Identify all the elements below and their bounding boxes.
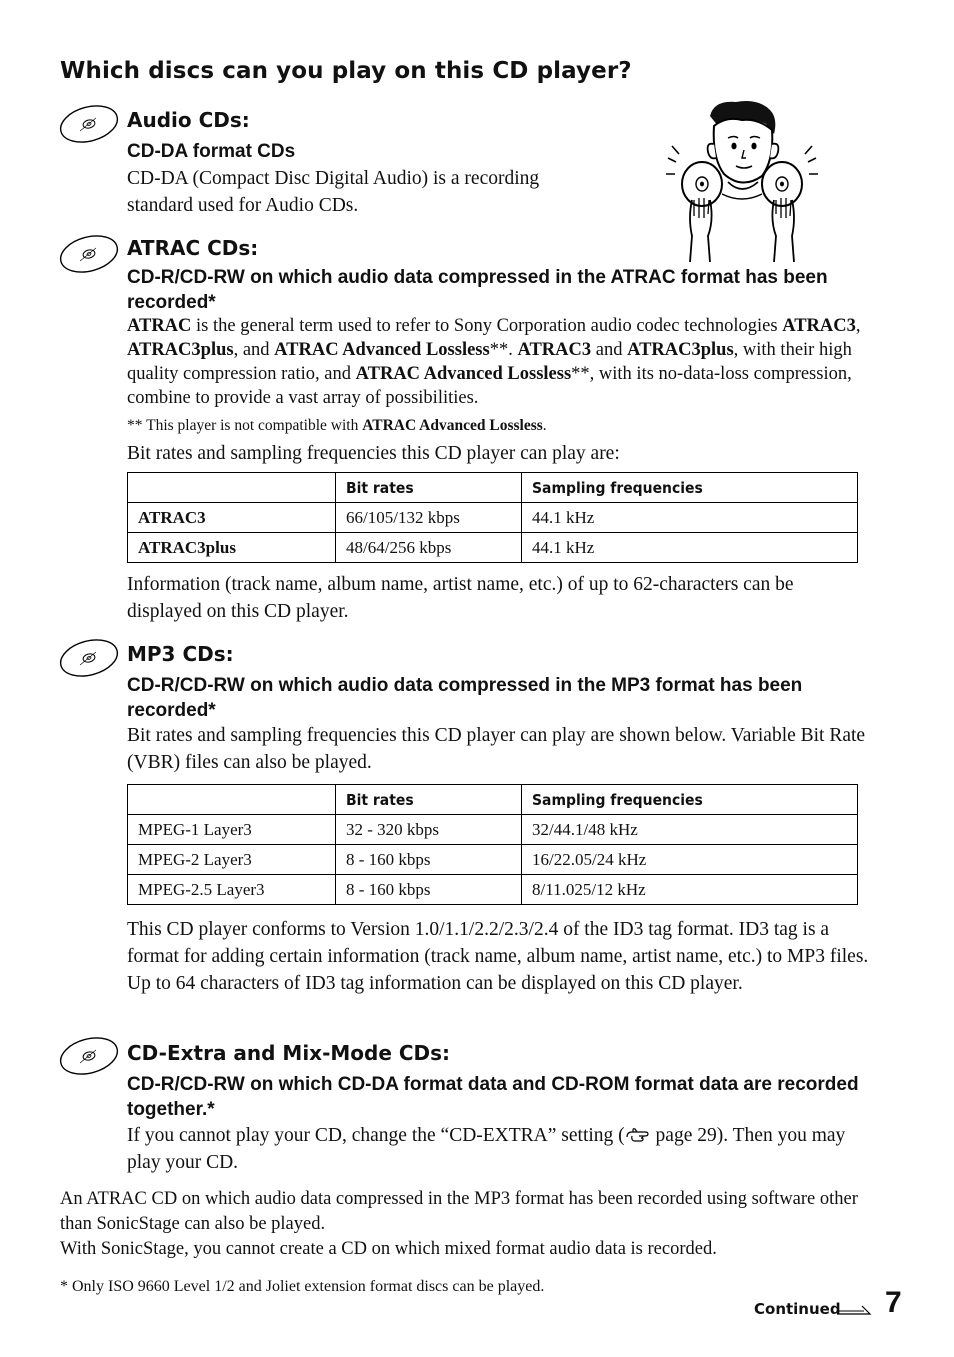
table-cell: 32 - 320 kbps — [336, 815, 522, 845]
continued-arrow-icon — [836, 1304, 872, 1316]
mp3-cds-title: MP3 CDs: — [127, 642, 234, 666]
description-text: , with their high quality compression ratio, and — [127, 340, 852, 384]
table-cell: 48/64/256 kbps — [336, 533, 522, 563]
description-text: and — [591, 340, 628, 360]
closing-line: An ATRAC CD on which audio data compressed in the MP3 format has been recorded using software other than SonicStage can also be played. — [60, 1189, 858, 1234]
table-header-row — [128, 785, 858, 815]
table-row — [128, 815, 858, 845]
table-cell: 8 - 160 kbps — [336, 845, 522, 875]
atrac-cds-subtitle: CD-R/CD-RW on which audio data compressed in the ATRAC format has been recorded* — [127, 267, 828, 313]
disc-icon — [58, 638, 120, 678]
footnote: * Only ISO 9660 Level 1/2 and Joliet extension format discs can be played. — [60, 1278, 545, 1295]
atrac-compat-note — [127, 417, 547, 435]
cd-extra-text — [127, 1122, 872, 1176]
table-cell: 8/11.025/12 kHz — [522, 875, 858, 905]
atrac-term: ATRAC — [127, 316, 192, 336]
table-header-cell — [128, 473, 336, 503]
table-cell: 66/105/132 kbps — [336, 503, 522, 533]
cd-extra-text-part: If you cannot play your CD, change the “CD-EXTRA” setting ( — [127, 1125, 625, 1146]
table-cell: 8 - 160 kbps — [336, 875, 522, 905]
atrac3plus-term: ATRAC3plus — [127, 340, 234, 360]
table-header-cell: Sampling frequencies — [522, 473, 858, 503]
page-number: 7 — [885, 1286, 902, 1319]
table-row — [128, 875, 858, 905]
closing-note — [60, 1187, 860, 1262]
table-cell: 44.1 kHz — [522, 533, 858, 563]
mp3-cds-subtitle: CD-R/CD-RW on which audio data compressed in the MP3 format has been recorded* — [127, 675, 803, 721]
note-text: ** This player is not compatible with — [127, 417, 363, 434]
disc-icon — [58, 234, 120, 274]
table-header-cell: Bit rates — [336, 473, 522, 503]
table-cell: ATRAC3plus — [128, 533, 336, 563]
table-cell: MPEG-2.5 Layer3 — [128, 875, 336, 905]
mp3-table-intro: Bit rates and sampling frequencies this CD player can play are shown below. Variable Bit Rate (VBR) files can also be played. — [127, 725, 866, 773]
table-cell: 16/22.05/24 kHz — [522, 845, 858, 875]
cd-extra-title: CD-Extra and Mix-Mode CDs: — [127, 1041, 451, 1065]
audio-cds-title: Audio CDs: — [127, 108, 250, 132]
note-text: . — [542, 417, 547, 434]
table-header-cell: Sampling frequencies — [522, 785, 858, 815]
table-row — [128, 503, 858, 533]
mp3-id3-text: This CD player conforms to Version 1.0/1.1/2.2/2.3/2.4 of the ID3 tag format. ID3 tag is a format for adding certain information (track name, album name, artist name, etc.) to MP3 files. Up to 64 characters of ID3 tag information can be displayed on this CD player. — [127, 919, 869, 994]
audio-cds-text-line1: CD-DA (Compact Disc Digital Audio) is a recording — [127, 168, 540, 189]
pointing-hand-icon — [625, 1127, 651, 1143]
audio-cds-text — [127, 165, 607, 219]
table-row — [128, 533, 858, 563]
atrac-cds-description — [127, 314, 887, 410]
disc-icon — [58, 1036, 120, 1076]
atrac-lossless-term: ATRAC Advanced Lossless — [274, 340, 490, 360]
atrac3-term: ATRAC3 — [517, 340, 592, 360]
disc-icon — [58, 104, 120, 144]
description-text: , and — [233, 340, 275, 360]
description-text: **. — [489, 340, 518, 360]
description-text: **, with its no-data-loss compression, combine to provide a vast array of possibilities. — [127, 364, 852, 408]
closing-line: With SonicStage, you cannot create a CD on which mixed format audio data is recorded. — [60, 1239, 717, 1259]
atrac3plus-term: ATRAC3plus — [627, 340, 734, 360]
person-holding-discs-illustration — [662, 96, 822, 262]
table-cell: 32/44.1/48 kHz — [522, 815, 858, 845]
audio-cds-subtitle: CD-DA format CDs — [127, 141, 296, 162]
atrac-info-text: Information (track name, album name, artist name, etc.) of up to 62-characters can be displayed on this CD player. — [127, 574, 794, 622]
atrac3-term: ATRAC3 — [782, 316, 856, 336]
atrac-table-intro: Bit rates and sampling frequencies this CD player can play are: — [127, 443, 620, 464]
table-header-cell — [128, 785, 336, 815]
note-bold-text: ATRAC Advanced Lossless — [362, 417, 543, 434]
table-cell: MPEG-2 Layer3 — [128, 845, 336, 875]
table-cell: ATRAC3 — [128, 503, 336, 533]
cd-extra-text-part: page 29). Then you may play your CD. — [127, 1125, 846, 1173]
table-row — [128, 845, 858, 875]
description-text: , — [855, 316, 861, 336]
atrac-lossless-term: ATRAC Advanced Lossless — [355, 364, 572, 384]
table-cell: 44.1 kHz — [522, 503, 858, 533]
table-header-row — [128, 473, 858, 503]
atrac-bitrate-table — [127, 472, 858, 563]
description-text: is the general term used to refer to Sony Corporation audio codec technologies — [191, 316, 783, 336]
continued-label: Continued — [754, 1300, 841, 1318]
page-title: Which discs can you play on this CD player? — [60, 58, 632, 84]
table-header-cell: Bit rates — [336, 785, 522, 815]
atrac-cds-title: ATRAC CDs: — [127, 236, 259, 260]
mp3-bitrate-table — [127, 784, 858, 905]
cd-extra-subtitle: CD-R/CD-RW on which CD-DA format data and CD-ROM format data are recorded together.* — [127, 1074, 859, 1120]
table-cell: MPEG-1 Layer3 — [128, 815, 336, 845]
audio-cds-text-line2: standard used for Audio CDs. — [127, 195, 359, 216]
